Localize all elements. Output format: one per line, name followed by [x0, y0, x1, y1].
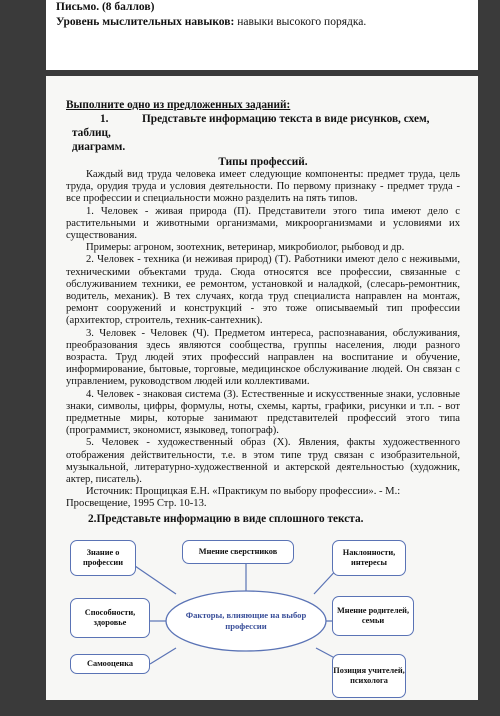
- box-knowledge: Знание о профессии: [70, 540, 136, 576]
- paragraph-examples: Примеры: агроном, зоотехник, ветеринар, микробиолог, рыбовод и др.: [86, 242, 405, 254]
- task-1-continuation: диаграмм.: [72, 141, 126, 153]
- paragraph-intro: Каждый вид труда человека имеет следующие компоненты: предмет труда, цель труда, орудия труда и условия деятельности. По первому признаку - предмет труда - все профессии и специальности можно разделить на пять типов.: [66, 169, 460, 205]
- skills-label: Уровень мыслительных навыков:: [56, 16, 235, 28]
- paragraph-type-2: 2. Человек - техника (и неживая природ) (Т). Работники имеют дело с неживыми, техническими объектами труда. Сюда относятся все профессии, связанные с обслуживанием техники, ее ремонтом, установкой и наладкой, (слесарь-ремонтник, водитель, механик). В тех случаях, когда труд специалиста направлен на монтаж, ремонт сооружений и конструкций - это тоже описываемый тип профессии (архитектор, строитель, техник-сантехник).: [66, 254, 460, 327]
- task-2: 2.Представьте информацию в виде сплошного текста.: [88, 512, 364, 525]
- skills-value: навыки высокого порядка.: [234, 16, 367, 28]
- paragraph-type-4: 4. Человек - знаковая система (З). Естественные и искусственные знаки, условные знаки, символы, цифры, формулы, ноты, схемы, карты, графики, рисунки и т.п. - вот предметные миры, которые занимают представителей профессий этого типа (программист, экономист, языковед, топограф).: [66, 388, 460, 437]
- task-heading: Выполните одно из предложенных заданий:: [66, 99, 291, 111]
- header-line-1: [56, 0, 478, 15]
- connector-self-esteem: [150, 648, 176, 664]
- box-parents: Мнение родителей, семьи: [332, 596, 414, 636]
- task-1-number: 1.: [100, 113, 109, 125]
- box-inclinations: Наклонности, интересы: [332, 540, 406, 576]
- box-peers: Мнение сверстников: [182, 540, 294, 564]
- paragraph-type-3: 3. Человек - Человек (Ч). Предметом интереса, распознавания, обслуживания, преобразования здесь являются сообщества, группы населения, люди разного возраста. Труд людей этих профессий направлен на воспитание и обучение, информирование, бытовые, торговые, медицинское обслуживание людей. Он связан с управлением, руководством людей или коллективами.: [66, 327, 460, 388]
- factors-diagram: [46, 536, 478, 716]
- grading-note: Письмо. (8 баллов): [56, 1, 155, 13]
- header-line-2: [56, 15, 478, 30]
- center-label: Факторы, влияющие на выбор профессии: [185, 609, 307, 631]
- connector-knowledge: [135, 566, 176, 594]
- box-abilities: Способности, здоровье: [70, 598, 150, 638]
- box-teachers: Позиция учителей, психолога: [332, 654, 406, 698]
- main-page: [46, 76, 478, 700]
- task-1-text: Представьте информацию текста в виде рисунков, схем, таблиц,: [72, 113, 430, 139]
- top-page-fragment: [46, 0, 478, 70]
- source-citation: Источник: Прощицкая Е.Н. «Практикум по выбору профессии». - М.: Просвещение, 1995 Стр. 10-13.: [66, 486, 401, 510]
- paragraph-type-5: 5. Человек - художественный образ (Х). Явления, факты художественного отображения действительности, т.е. в этом типе труд связан с изобразительной, музыкальной, литературно-художественной и актерской деятельностью (художник, актер, писатель).: [66, 437, 460, 486]
- task-1: [66, 112, 460, 140]
- box-self-esteem: Самооценка: [70, 654, 150, 674]
- article-title: Типы профессий.: [218, 156, 308, 168]
- paragraph-type-1: 1. Человек - живая природа (П). Представители этого типа имеют дело с растительными и животными организмами, микроорганизмами и условиями их существования.: [66, 205, 460, 242]
